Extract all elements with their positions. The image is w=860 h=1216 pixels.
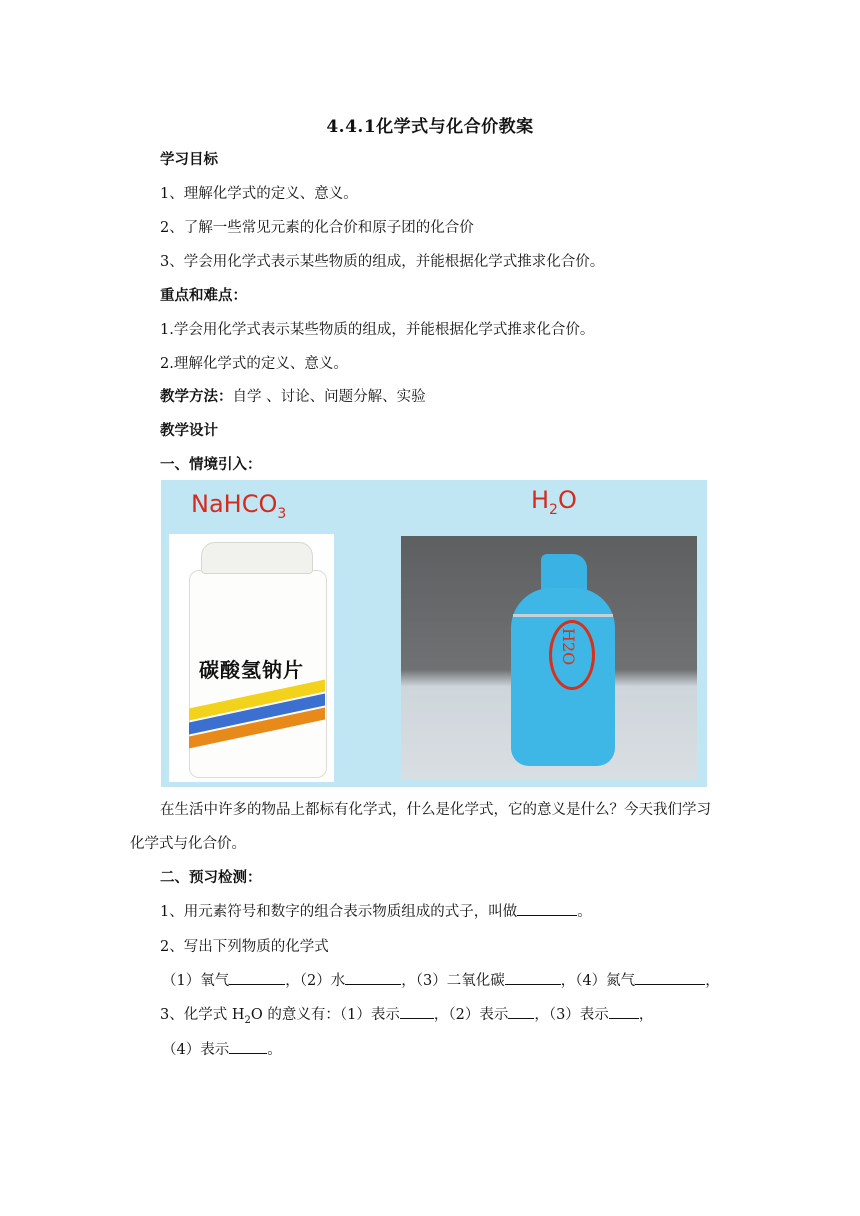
method-label: 教学方法：: [160, 388, 233, 405]
intro-paragraph-line1: 在生活中许多的物品上都标有化学式，什么是化学式，它的意义是什么？今天我们学习: [160, 802, 711, 818]
intro-heading: 一、情境引入：: [160, 456, 262, 473]
answer-blank[interactable]: [345, 970, 401, 985]
answer-blank[interactable]: [505, 970, 561, 985]
method-text: 自学 、讨论、问题分解、实验: [232, 389, 426, 405]
vase-band: [513, 614, 613, 617]
objective-item: 3、学会用化学式表示某些物质的组成，并能根据化学式推求化合价。: [160, 254, 605, 270]
question-2: 2、写出下列物质的化学式: [160, 939, 329, 955]
keypoint-item: 2.理解化学式的定义、意义。: [160, 356, 348, 372]
teaching-method: [160, 385, 426, 406]
answer-blank[interactable]: [609, 1004, 639, 1019]
question-2-items: （1）氧气 ，（2）水 ，（3）二氧化碳 ，（4）氮气 ，: [162, 969, 720, 990]
objective-item: 1、理解化学式的定义、意义。: [160, 186, 358, 202]
blue-vase-photo: [401, 536, 697, 779]
question-3-line2: （4）表示 。: [162, 1038, 282, 1059]
intro-figure: [161, 480, 707, 787]
nahco3-formula: NaHCO$_3$: [191, 490, 287, 522]
answer-blank[interactable]: [517, 901, 577, 916]
h2o-formula: $H_2O$: [531, 486, 577, 518]
answer-blank[interactable]: [635, 970, 705, 985]
intro-paragraph-line2: 化学式与化合价。: [130, 836, 246, 852]
question-1: 1、用元素符号和数字的组合表示物质组成的式子，叫做 。: [160, 900, 592, 921]
keypoints-heading: 重点和难点：: [160, 287, 247, 304]
sodium-bicarbonate-bottle-photo: [169, 534, 334, 782]
vase-h2o-text: H2O: [559, 628, 578, 666]
preview-heading: 二、预习检测：: [160, 869, 262, 886]
answer-blank[interactable]: [400, 1004, 434, 1019]
objectives-heading: 学习目标: [160, 151, 218, 168]
keypoint-item: 1.学会用化学式表示某些物质的组成，并能根据化学式推求化合价。: [160, 322, 595, 338]
design-heading: 教学设计: [160, 422, 218, 439]
objective-item: 2、了解一些常见元素的化合价和原子团的化合价: [160, 220, 474, 236]
bottle-cap: [201, 542, 313, 574]
answer-blank[interactable]: [229, 970, 285, 985]
answer-blank[interactable]: [229, 1039, 267, 1054]
document-title: 4.4.1化学式与化合价教案: [326, 117, 534, 137]
answer-blank[interactable]: [508, 1004, 534, 1019]
question-3: 3、化学式 $H_2O$ 的意义有：（1）表示 ，（2）表示 ，（3）表示 ，: [160, 1003, 653, 1026]
bottle-label: 碳酸氢钠片: [199, 658, 304, 682]
